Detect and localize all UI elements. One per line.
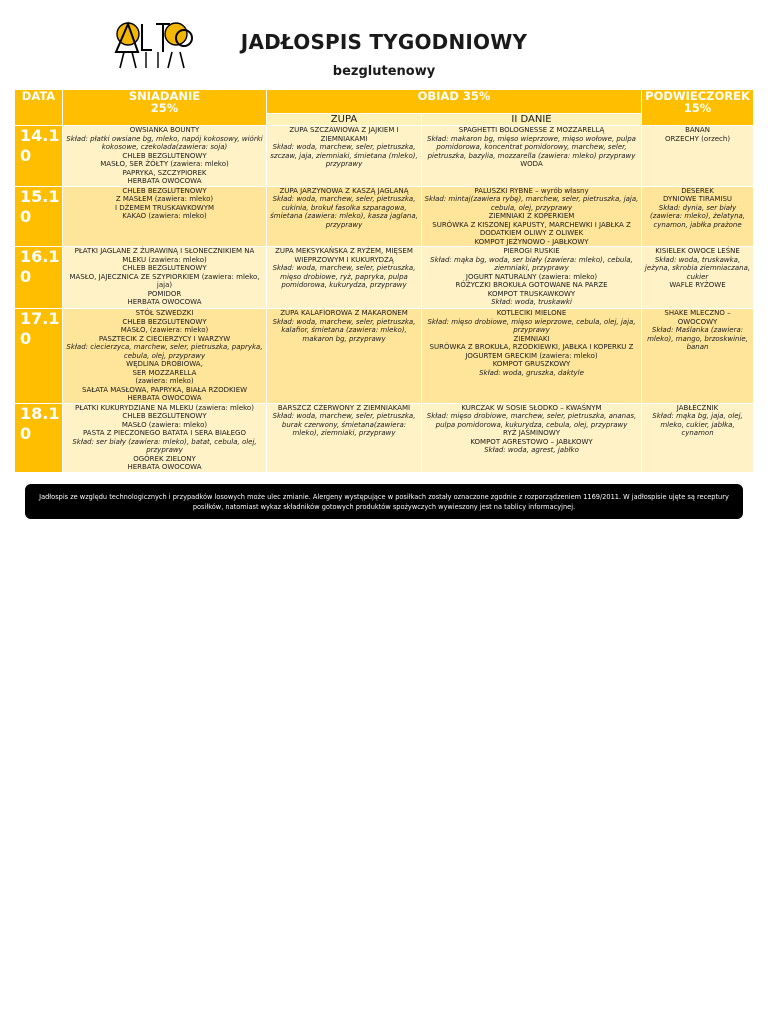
dish-name: PASTA Z PIECZONEGO BATATA I SERA BIAŁEGO — [83, 429, 246, 437]
ingredients-text: Skład: ser biały (zawiera: mleko), batat, cebula, olej, przyprawy — [72, 437, 257, 454]
header-date: DATA — [15, 90, 63, 126]
dish-name: CHLEB BEZGLUTENOWY — [122, 186, 207, 195]
ingredients-text: Skład: makaron bg, mięso wieprzowe, mięso wołowe, pulpa pomidorowa, koncentrat pomidorowy, marchew, seler, pietruszka, bazylia, mozzarella (zawiera: mleko) przyprawy — [427, 134, 636, 160]
ingredients-text: Skład: dynia, ser biały (zawiera: mleko), żelatyna, cynamon, jabłka prażone — [649, 203, 746, 229]
row-date: 15.10 — [15, 186, 63, 247]
cell-soup — [267, 126, 422, 187]
cell-soup — [267, 247, 422, 309]
header-second-dish: II DANIE — [422, 114, 642, 126]
cell-second — [422, 186, 642, 247]
dish-name: CHLEB BEZGLUTENOWY — [122, 264, 207, 272]
page-subtitle: bezglutenowy — [332, 64, 436, 79]
dish-name: POMIDOR — [147, 289, 182, 298]
dish-name: PŁATKI KUKURYDZIANE NA MLEKU (zawiera: mleko) — [75, 403, 254, 412]
cell-second — [422, 309, 642, 404]
cell-breakfast — [63, 186, 267, 247]
ingredients-text: Skład: woda, truskawki — [491, 298, 572, 306]
dish-name: HERBATA OWOCOWA — [127, 394, 202, 402]
dish-name: KOMPOT AGRESTOWO – JABŁKOWY — [470, 437, 593, 446]
ingredients-text: Skład: mąka bg, jaja, olej, mleko, cukier, jabłka, cynamon — [652, 412, 743, 437]
dish-name: CHLEB BEZGLUTENOWY — [122, 151, 207, 160]
footer-note: Jadłospis ze względu technologicznych i przypadków losowych może ulec zmianie. Alergeny występujące w posiłkach zostały oznaczone zgodnie z rozporządzeniem 1169/2011. W jadłospisie ujęte są receptury posiłków, natomiast wykaz składników gotowych produktów spożywczych wywieszony jest na tablicy informacyjnej. — [25, 484, 743, 519]
header-snack: PODWIECZOREK 15% — [642, 90, 754, 126]
dish-name: MASŁO, (zawiera: mleko) — [120, 326, 209, 334]
dish-name: BANAN — [685, 126, 710, 134]
cell-soup — [267, 186, 422, 247]
dish-name: MASŁO, SER ŻÓŁTY (zawiera: mleko) — [100, 160, 229, 168]
dish-name: OGÓREK ZIELONY — [133, 454, 196, 463]
dish-name: HERBATA OWOCOWA — [127, 298, 202, 306]
cell-breakfast — [63, 247, 267, 309]
ingredients-text: Skład: woda, marchew, seler, pietruszka, kalafior, śmietana (zawiera: mleko), makaron bg, przyprawy — [272, 317, 416, 343]
dish-name: ORZECHY (orzech) — [664, 134, 731, 143]
dish-name: STÓŁ SZWEDZKI — [135, 309, 194, 317]
menu-row — [15, 126, 754, 187]
header-lunch: OBIAD 35% — [267, 90, 642, 114]
ingredients-text: Skład: woda, agrest, jabłko — [484, 446, 579, 454]
dish-name: Z MASŁEM (zawiera: mleko) — [115, 195, 214, 203]
dish-name: PAPRYKA, SZCZYPIOREK — [122, 168, 207, 177]
dish-name: SHAKE MLECZNO – OWOCOWY — [664, 309, 731, 326]
menu-row — [15, 403, 754, 472]
dish-name: SURÓWKA Z BROKUŁA, RZODKIEWKI, JABŁKA I KOPERKU Z JOGURTEM GRECKIM (zawiera: mleko) — [429, 343, 634, 360]
row-date: 18.10 — [15, 403, 63, 472]
dish-name: PASZTECIK Z CIECIERZYCY I WARZYW — [98, 334, 231, 343]
dish-name: CHLEB BEZGLUTENOWY — [122, 412, 207, 420]
dish-name: BARSZCZ CZERWONY Z ZIEMNIAKAMI — [277, 403, 411, 412]
dish-name: SURÓWKA Z KISZONEJ KAPUSTY, MARCHEWKI I JABŁKA Z DODATKIEM OLIWY Z OLIWEK — [432, 220, 631, 237]
dish-name: ZIEMNIAKI — [513, 334, 550, 343]
weekly-menu-table — [14, 89, 754, 473]
dish-name: JOGURT NATURALNY (zawiera: mleko) — [465, 272, 598, 281]
dish-name: DESEREK — [681, 186, 714, 195]
dish-name: PŁATKI JAGLANE Z ŻURAWINĄ I SŁONECZNIKIEM NA MLEKU (zawiera: mleko) — [74, 247, 255, 264]
dish-name: KURCZAK W SOSIE SŁODKO – KWAŚNYM — [461, 403, 602, 412]
page-title: JADŁOSPIS TYGODNIOWY — [240, 30, 528, 54]
dish-name: I DŻEMEM TRUSKAWKOWYM — [114, 203, 215, 212]
dish-name: OWSIANKA BOUNTY — [129, 126, 200, 134]
dish-name: KOMPOT TRUSKAWKOWY — [487, 289, 576, 298]
dish-name: KOTLECIKI MIELONE — [496, 309, 567, 317]
dish-name: HERBATA OWOCOWA — [127, 177, 202, 185]
cell-breakfast — [63, 309, 267, 404]
dish-name: MASŁO (zawiera: mleko) — [121, 420, 208, 429]
ingredients-text: Skład: Maślanka (zawiera: mleko), mango, brzoskwinie, banan — [647, 326, 748, 351]
dish-name: KOMPOT GRUSZKOWY — [492, 360, 571, 368]
menu-row — [15, 247, 754, 309]
row-date: 14.10 — [15, 126, 63, 187]
dish-name: RYŻ JAŚMINOWY — [503, 429, 560, 437]
ingredients-text: Skład: woda, gruszka, daktyle — [479, 368, 584, 377]
cell-snack — [642, 309, 754, 404]
dish-name: (zawiera: mleko) — [135, 377, 194, 385]
row-date: 16.10 — [15, 247, 63, 309]
ingredients-text: Skład: woda, marchew, seler, pietruszka, burak czerwony, śmietana(zawiera: mleko), ziemniaki, przyprawy — [272, 412, 416, 437]
cell-snack — [642, 126, 754, 187]
dish-name: WAFLE RYŻOWE — [669, 281, 726, 289]
ingredients-text: Skład: ciecierzyca, marchew, seler, pietruszka, papryka, cebula, olej, przyprawy — [66, 343, 263, 360]
cell-breakfast — [63, 403, 267, 472]
dish-name: KISIELEK OWOCE LEŚNE — [655, 247, 740, 255]
cell-snack — [642, 247, 754, 309]
dish-name: WĘDLINA DROBIOWA, — [126, 360, 203, 368]
row-date: 17.10 — [15, 309, 63, 404]
cell-second — [422, 126, 642, 187]
dish-name: ZUPA SZCZAWIOWA Z JAJKIEM I ZIEMNIAKAMI — [289, 126, 399, 143]
dish-name: ZUPA JARZYNOWA Z KASZĄ JAGLANĄ — [279, 186, 409, 195]
logo — [106, 12, 198, 76]
cell-soup — [267, 309, 422, 404]
ingredients-text: Skład: woda, marchew, seler, pietruszka, mięso drobiowe, ryż, papryka, pulpa pomidorowa, kukurydza, przyprawy — [272, 264, 416, 289]
cell-snack — [642, 186, 754, 247]
menu-row — [15, 309, 754, 404]
dish-name: CHLEB BEZGLUTENOWY — [122, 317, 207, 326]
menu-body — [15, 126, 754, 473]
cell-snack — [642, 403, 754, 472]
header-soup: ZUPA — [267, 114, 422, 126]
ingredients-text: Skład: woda, marchew, seler, pietruszka, cukinia, brokuł fasolka szparagowa, śmietana (zawiera: mleko), kasza jaglana, przyprawy — [270, 195, 418, 229]
ingredients-text: Skład: mięso drobiowe, marchew, seler, pietruszka, ananas, pulpa pomidorowa, kukurydza, cebula, olej, przyprawy — [426, 412, 637, 429]
ingredients-text: Skład: woda, truskawka, jeżyna, skrobia ziemniaczana, cukier — [644, 255, 751, 281]
dish-name: MASŁO, JAJECZNICA ZE SZYPIORKIEM (zawiera: mleko, jaja) — [69, 272, 260, 289]
cell-soup — [267, 403, 422, 472]
dish-name: RÓŻYCZKI BROKUŁA GOTOWANE NA PARZE — [455, 281, 608, 289]
dish-name: DYNIOWE TIRAMISU — [662, 195, 733, 203]
dish-name: KOMPOT JEŻYNOWO - JABŁKOWY — [474, 237, 589, 246]
cell-second — [422, 247, 642, 309]
dish-name: SAŁATA MASŁOWA, PAPRYKA, BIAŁA RZODKIEW — [81, 385, 248, 394]
dish-name: SER MOZZARELLA — [132, 368, 197, 377]
dish-name: ZUPA KALAFIOROWA Z MAKARONEM — [280, 309, 408, 317]
menu-row — [15, 186, 754, 247]
ingredients-text: Skład: woda, marchew, seler, pietruszka, szczaw, jaja, ziemniaki, śmietana (mleko), przyprawy — [270, 143, 418, 168]
ingredients-text: Skład: mintaj(zawiera rybę), marchew, seler, pietruszka, jaja, cebula, olej, przyprawy — [424, 195, 639, 212]
dish-name: SPAGHETTI BOLOGNESSE Z MOZZARELLĄ — [458, 126, 605, 134]
dish-name: ZIEMNIAKI Z KOPERKIEM — [488, 212, 575, 220]
ingredients-text: Skład: płatki owsiane bg, mleko, napój kokosowy, wiórki kokosowe, czekolada(zawiera: soja) — [66, 134, 263, 151]
dish-name: JABŁECZNIK — [676, 403, 719, 412]
cell-breakfast — [63, 126, 267, 187]
dish-name: WODA — [520, 160, 543, 168]
dish-name: PIEROGI RUSKIE — [503, 247, 560, 255]
logo-graphic — [106, 12, 198, 76]
ingredients-text: Skład: mięso drobiowe, mięso wieprzowe, cebula, olej, jaja, przyprawy — [427, 317, 636, 334]
dish-name: PALUSZKI RYBNE – wyrób własny — [474, 186, 589, 195]
dish-name: ZUPA MEKSYKAŃSKA Z RYŻEM, MIĘSEM WIEPRZOWYM I KUKURYDZĄ — [275, 247, 413, 264]
header-breakfast: ŚNIADANIE 25% — [63, 90, 267, 126]
dish-name: HERBATA OWOCOWA — [127, 463, 202, 471]
cell-second — [422, 403, 642, 472]
ingredients-text: Skład: mąka bg, woda, ser biały (zawiera: mleko), cebula, ziemniaki, przyprawy — [430, 255, 633, 272]
dish-name: KAKAO (zawiera: mleko) — [122, 212, 207, 220]
